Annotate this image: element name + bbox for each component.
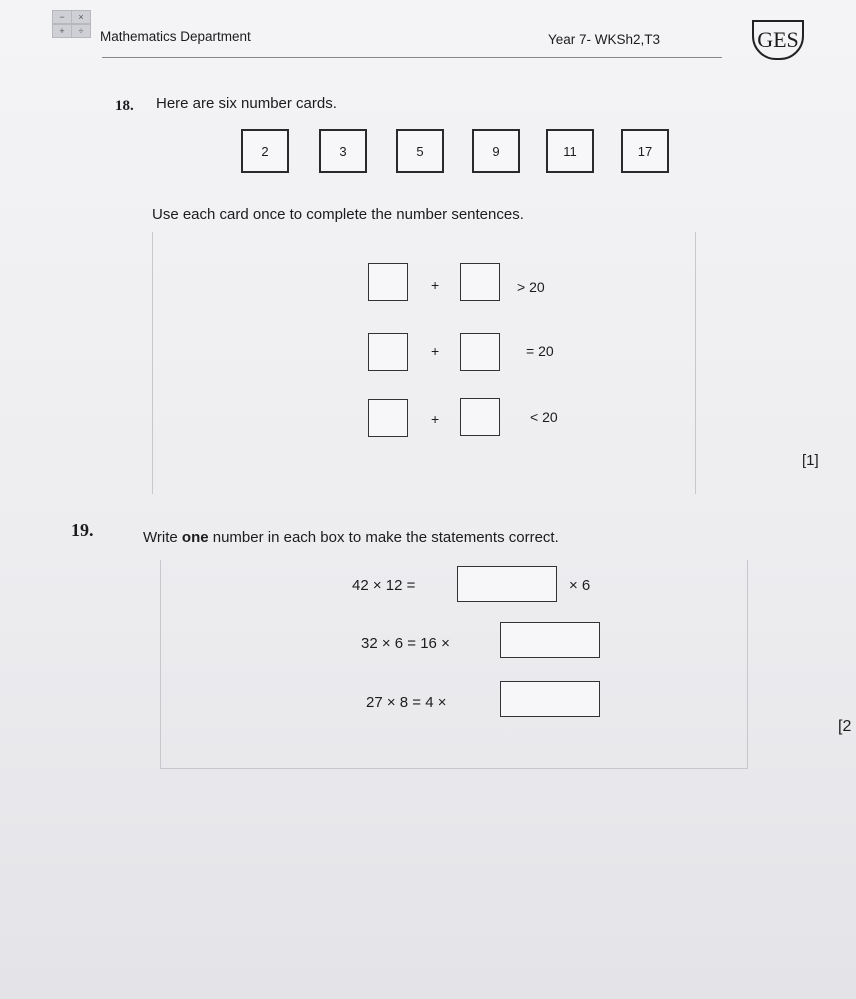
answer-box[interactable] — [460, 333, 500, 371]
logo-minus-icon: − — [52, 10, 72, 24]
number-card: 3 — [319, 129, 367, 173]
relation-text: > 20 — [517, 279, 545, 295]
question-18-intro: Here are six number cards. — [156, 95, 337, 112]
statement-text: 42 × 12 = — [352, 577, 416, 594]
plus-sign: + — [431, 343, 440, 359]
number-card: 11 — [546, 129, 594, 173]
logo-plus-icon: + — [52, 24, 72, 38]
answer-box[interactable] — [368, 333, 408, 371]
plus-sign: + — [431, 277, 440, 293]
answer-box[interactable] — [368, 263, 408, 301]
logo-times-icon: × — [71, 10, 91, 24]
answer-box[interactable] — [368, 399, 408, 437]
statement-text: 27 × 8 = 4 × — [366, 694, 447, 711]
department-name: Mathematics Department — [100, 29, 251, 44]
school-logo: GES — [752, 20, 804, 60]
answer-box[interactable] — [457, 566, 557, 602]
answer-box[interactable] — [460, 263, 500, 301]
year-code: Year 7- WKSh2,T3 — [548, 32, 661, 47]
relation-text: < 20 — [530, 409, 558, 425]
department-logo-icon — [50, 10, 90, 38]
number-card: 2 — [241, 129, 289, 173]
number-card: 5 — [396, 129, 444, 173]
answer-box[interactable] — [460, 398, 500, 436]
question-18-number: 18. — [115, 98, 134, 114]
answer-box[interactable] — [500, 622, 600, 658]
number-card: 17 — [621, 129, 669, 173]
question-18-marks: [1] — [802, 452, 819, 469]
header-rule — [102, 57, 722, 58]
statement-text: 32 × 6 = 16 × — [361, 635, 450, 652]
answer-area — [160, 560, 748, 769]
answer-area — [152, 232, 696, 494]
answer-box[interactable] — [500, 681, 600, 717]
question-19-instruction: Write one number in each box to make the statements correct. — [143, 529, 559, 546]
question-19-marks: [2 — [838, 718, 852, 735]
number-card: 9 — [472, 129, 520, 173]
plus-sign: + — [431, 411, 440, 427]
relation-text: = 20 — [526, 343, 554, 359]
logo-divide-icon: ÷ — [71, 24, 91, 38]
question-18-instruction: Use each card once to complete the number sentences. — [152, 206, 524, 223]
statement-text: × 6 — [569, 577, 591, 594]
question-19-number: 19. — [71, 520, 94, 540]
